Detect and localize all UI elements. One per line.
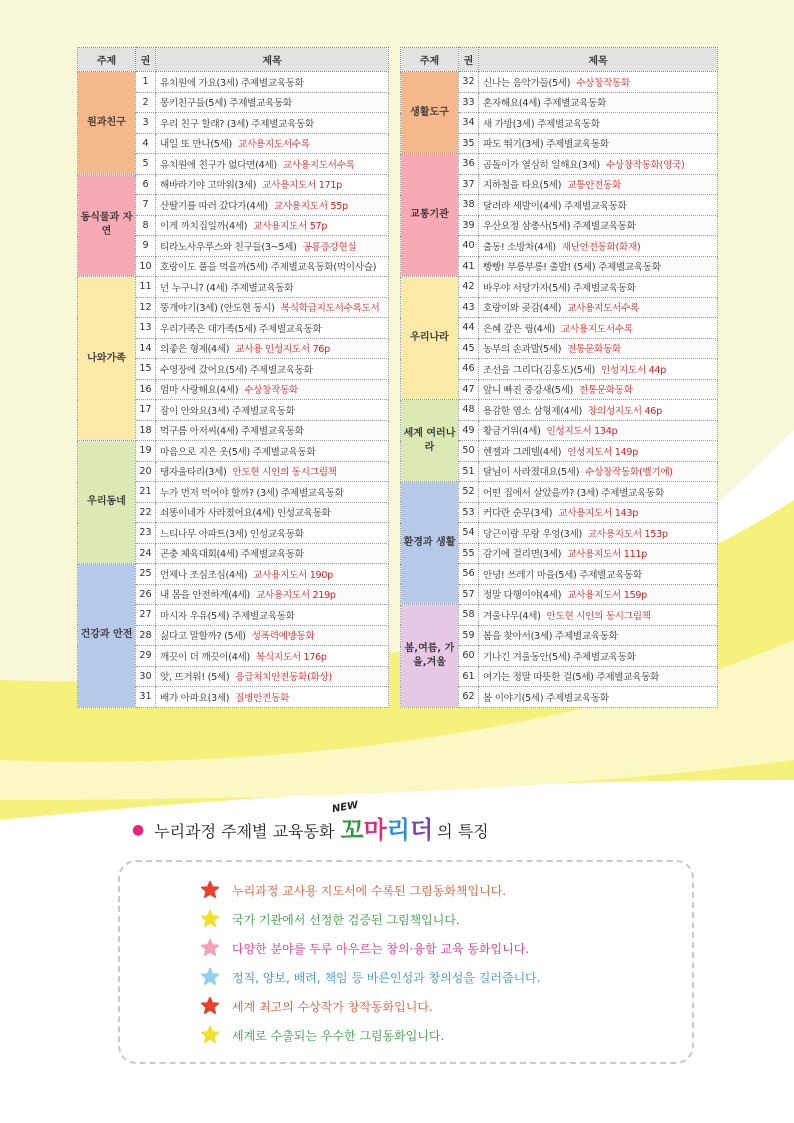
- volume-cell: 59: [459, 625, 479, 646]
- book-title: 우산요정 삼총사(5세) 주제별교육동화: [483, 221, 636, 233]
- book-title: 달려라 세발이(4세) 주제별교육동화: [483, 200, 627, 212]
- star-icon: [200, 909, 220, 929]
- book-note: 인성지도서 149p: [567, 446, 639, 458]
- title-cell: [156, 420, 389, 441]
- volume-cell: 27: [136, 605, 156, 626]
- volume-cell: 61: [459, 666, 479, 687]
- volume-cell: 20: [136, 461, 156, 482]
- book-title: 유치원에 친구가 없다면(4세): [160, 159, 277, 171]
- header-volume: 권: [459, 48, 479, 72]
- book-title: 바우야 서당가자(5세) 주제별교육동화: [483, 282, 636, 294]
- book-title: 정말 다행이야(4세): [483, 590, 562, 602]
- book-title: 호랑이도 풀을 먹을까(5세) 주제별교육동화(먹이사슬): [160, 262, 377, 274]
- feature-item: [200, 996, 433, 1016]
- book-title: 감기에 걸리면(3세): [483, 549, 562, 561]
- volume-cell: 43: [459, 297, 479, 318]
- volume-cell: 22: [136, 502, 156, 523]
- book-title: 우리 친구 할래? (3세) 주제별교육동화: [160, 118, 315, 130]
- feature-text: 세계로 수출되는 우수한 그림동화입니다.: [232, 1028, 445, 1043]
- features-heading: [132, 799, 489, 844]
- book-title: 이게 까치집일까(4세): [160, 221, 248, 233]
- volume-cell: 8: [136, 215, 156, 236]
- book-title: 헨젤과 그레텔(4세): [483, 446, 562, 458]
- title-cell: [156, 133, 389, 154]
- book-note: 교사용지도서 171p: [262, 180, 342, 192]
- volume-cell: 32: [459, 72, 479, 93]
- title-cell: [479, 92, 718, 113]
- features-lead: 누리과정 주제별 교육동화: [154, 821, 335, 841]
- book-title: 봄을 찾아서(3세) 주제별교육동화: [483, 631, 618, 643]
- volume-cell: 17: [136, 400, 156, 421]
- volume-cell: 6: [136, 174, 156, 195]
- book-title: 산딸기를 따러 갔다가(4세): [160, 200, 268, 212]
- book-title: 새 가방(3세) 주제별교육동화: [483, 118, 600, 130]
- title-cell: [479, 666, 718, 687]
- volume-cell: 48: [459, 400, 479, 421]
- title-cell: [479, 359, 718, 380]
- volume-cell: 41: [459, 256, 479, 277]
- volume-cell: 33: [459, 92, 479, 113]
- volume-cell: 14: [136, 338, 156, 359]
- volume-cell: 46: [459, 359, 479, 380]
- star-icon: [200, 1025, 220, 1045]
- book-title: 농부의 손과발(5세): [483, 344, 562, 356]
- volume-cell: 9: [136, 236, 156, 257]
- brand-char: 더: [409, 816, 434, 844]
- title-cell: [156, 277, 389, 298]
- volume-cell: 24: [136, 543, 156, 564]
- table-row: [401, 605, 718, 626]
- book-title: 출동! 소방차(4세): [483, 241, 556, 253]
- volume-cell: 60: [459, 646, 479, 667]
- book-title: 우리가족은 대가족(5세) 주제별교육동화: [160, 323, 322, 335]
- book-note: 교사용지도서 55p: [273, 200, 348, 212]
- book-note: 전통문화동화: [578, 385, 633, 397]
- title-cell: [479, 400, 718, 421]
- title-cell: [156, 256, 389, 277]
- volume-cell: 18: [136, 420, 156, 441]
- book-title: 배가 아파요(3세): [160, 692, 230, 704]
- book-title: 뚱개야기(3세) (안도현 동시): [160, 303, 275, 315]
- volume-cell: 57: [459, 584, 479, 605]
- volume-cell: 2: [136, 92, 156, 113]
- title-cell: [479, 502, 718, 523]
- book-title: 빵빵! 부릉부릉! 출발! (5세) 주제별교육동화: [483, 262, 661, 274]
- volume-cell: 35: [459, 133, 479, 154]
- title-cell: [156, 113, 389, 134]
- volume-cell: 16: [136, 379, 156, 400]
- title-cell: [156, 154, 389, 175]
- book-title: 신나는 음악가들(5세): [483, 77, 571, 89]
- brand-char: 리: [386, 816, 410, 844]
- title-cell: [156, 195, 389, 216]
- topic-cell: 나와가족: [78, 277, 136, 441]
- volume-cell: 45: [459, 338, 479, 359]
- volume-cell: 50: [459, 441, 479, 462]
- title-cell: [156, 359, 389, 380]
- book-title: 언제나 조심조심(4세): [160, 569, 248, 581]
- title-cell: [479, 215, 718, 236]
- topic-cell: 원과친구: [78, 72, 136, 175]
- book-note: 교사용지도서수록: [282, 159, 355, 171]
- book-note: 교사용지도서 111p: [567, 549, 647, 561]
- new-tag: NEW: [331, 799, 360, 816]
- topic-cell: 동식물과 자연: [78, 174, 136, 277]
- title-cell: [156, 318, 389, 339]
- star-icon: [200, 880, 220, 900]
- book-title: 달님이 사라졌대요(5세): [483, 467, 580, 479]
- book-note: 교사용지도서 219p: [255, 590, 336, 602]
- volume-cell: 52: [459, 482, 479, 503]
- book-note: 창의성지도서 46p: [587, 405, 662, 417]
- feature-item: [200, 938, 529, 958]
- feature-text: 다양한 분야를 두루 아우르는 창의·융합 교육 동화입니다.: [232, 941, 530, 956]
- title-cell: [479, 564, 718, 585]
- book-title: 마음으로 지은 옷(5세) 주제별교육동화: [160, 446, 316, 458]
- topic-cell: 우리동네: [78, 441, 136, 564]
- book-title: 겨울나무(4세): [483, 610, 541, 622]
- brand-char: 꼬: [340, 816, 364, 844]
- volume-cell: 62: [459, 687, 479, 708]
- book-title: 깨끗이 더 깨끗이(4세): [160, 651, 250, 663]
- title-cell: [479, 195, 718, 216]
- topic-cell: 세계 여러나라: [401, 400, 459, 482]
- volume-cell: 38: [459, 195, 479, 216]
- volume-cell: 26: [136, 584, 156, 605]
- book-title: 의좋은 형제(4세): [160, 344, 230, 356]
- title-cell: [156, 564, 389, 585]
- book-note: 인성지도서 44p: [601, 364, 667, 376]
- title-cell: [156, 72, 389, 93]
- book-note: 재난안전동화(화재): [561, 241, 641, 253]
- volume-cell: 40: [459, 236, 479, 257]
- volume-cell: 19: [136, 441, 156, 462]
- title-cell: [479, 523, 718, 544]
- title-cell: [156, 687, 389, 708]
- book-table-left: [77, 47, 389, 708]
- table-body-right: [401, 72, 718, 708]
- volume-cell: 15: [136, 359, 156, 380]
- table-row: [401, 154, 718, 175]
- star-icon: [200, 938, 220, 958]
- book-title: 엄마 사랑해요(4세): [160, 385, 239, 397]
- title-cell: [156, 461, 389, 482]
- title-cell: [156, 666, 389, 687]
- volume-cell: 31: [136, 687, 156, 708]
- title-cell: [156, 92, 389, 113]
- title-cell: [479, 297, 718, 318]
- book-title: 용감한 염소 삼형제(4세): [483, 405, 582, 417]
- title-cell: [479, 113, 718, 134]
- book-title: 지하철을 타요(5세): [483, 180, 562, 192]
- volume-cell: 39: [459, 215, 479, 236]
- table-row: [401, 482, 718, 503]
- title-cell: [479, 543, 718, 564]
- book-title: 곰돌이가 열심히 일해요(3세): [483, 159, 600, 171]
- volume-cell: 34: [459, 113, 479, 134]
- book-title: 여기는 정말 따뜻한 걸(5세) 주제별교육동화: [483, 672, 660, 684]
- title-cell: [479, 236, 718, 257]
- volume-cell: 28: [136, 625, 156, 646]
- book-title: 어떤 집에서 살았을까? (3세) 주제별교육동화: [483, 487, 664, 499]
- header-volume: 권: [136, 48, 156, 72]
- volume-cell: 5: [136, 154, 156, 175]
- title-cell: [156, 236, 389, 257]
- book-note: 복식학급지도서수록도서: [280, 303, 380, 315]
- volume-cell: 13: [136, 318, 156, 339]
- volume-cell: 55: [459, 543, 479, 564]
- volume-cell: 36: [459, 154, 479, 175]
- title-cell: [156, 605, 389, 626]
- book-title: 안녕! 쓰레기 마을(5세) 주제별교육동화: [483, 569, 642, 581]
- topic-cell: 교통기관: [401, 154, 459, 277]
- title-cell: [479, 154, 718, 175]
- book-note: 질병안전동화: [235, 692, 290, 704]
- book-title: 내 몸을 안전하게(4세): [160, 590, 250, 602]
- title-cell: [479, 584, 718, 605]
- book-title: 넌 누구니? (4세) 주제별교육동화: [160, 282, 294, 294]
- title-cell: [479, 646, 718, 667]
- feature-text: 세계 최고의 수상작가 창작동화입니다.: [232, 999, 433, 1014]
- title-cell: [156, 174, 389, 195]
- feature-text: 누리과정 교사용 지도서에 수록된 그림동화책입니다.: [232, 883, 507, 898]
- book-title: 몽키친구들(5세) 주제별교육동화: [160, 98, 293, 110]
- volume-cell: 54: [459, 523, 479, 544]
- book-title: 호랑이와 곶감(4세): [483, 303, 562, 315]
- book-note: 교통안전동화: [567, 180, 622, 192]
- book-title: 쇠똥이네가 사라졌어요(4세) 인성교육동화: [160, 508, 331, 520]
- title-cell: [156, 379, 389, 400]
- volume-cell: 44: [459, 318, 479, 339]
- volume-cell: 21: [136, 482, 156, 503]
- brand-logo: [331, 799, 434, 844]
- book-title: 은혜 갚은 꿩(4세): [483, 323, 555, 335]
- title-cell: [479, 256, 718, 277]
- title-cell: [156, 543, 389, 564]
- feature-item: [200, 967, 541, 987]
- title-cell: [479, 605, 718, 626]
- book-title: 마시자 우유(5세) 주제별교육동화: [160, 610, 295, 622]
- header-title: 제목: [479, 48, 718, 72]
- book-title: 느티나무 아파트(3세) 인성교육동화: [160, 528, 304, 540]
- title-cell: [479, 687, 718, 708]
- title-cell: [479, 441, 718, 462]
- title-cell: [479, 133, 718, 154]
- volume-cell: 1: [136, 72, 156, 93]
- book-note: 교사용 인성지도서 76p: [235, 344, 330, 356]
- book-note: 수상창작동화: [576, 77, 630, 89]
- table-row: [78, 174, 389, 195]
- title-cell: [156, 502, 389, 523]
- book-title: 혼자해요(4세) 주제별교육동화: [483, 98, 607, 110]
- book-note: 수상창작동화: [244, 385, 299, 397]
- bullet-dot-icon: ●: [132, 822, 145, 838]
- book-title: 탱자울타리(3세): [160, 467, 227, 479]
- feature-text: 정직, 양보, 배려, 책임 등 바른인성과 창의성을 길러줍니다.: [232, 970, 541, 985]
- volume-cell: 7: [136, 195, 156, 216]
- table-row: [78, 277, 389, 298]
- title-cell: [156, 338, 389, 359]
- table-body-left: [78, 72, 389, 708]
- book-note: 응급처치안전동화(화상): [235, 672, 332, 684]
- book-title: 누가 먼저 먹어야 할까? (3세) 주제별교육동화: [160, 487, 344, 499]
- title-cell: [156, 297, 389, 318]
- book-title: 당근이랑 무랑 우엉(3세): [483, 528, 582, 540]
- topic-cell: 우리나라: [401, 277, 459, 400]
- star-icon: [200, 967, 220, 987]
- table-row: [401, 277, 718, 298]
- header-title: 제목: [156, 48, 389, 72]
- book-note: 안도현 시인의 동시그림책: [546, 610, 651, 622]
- book-note: 공룡증강현실: [302, 241, 357, 253]
- book-note: 안도현 시인의 동시그림책: [232, 467, 337, 479]
- book-title: 황금거위(4세): [483, 426, 541, 438]
- book-title: 싫다고 말할까? (5세): [160, 631, 246, 643]
- title-cell: [479, 318, 718, 339]
- volume-cell: 30: [136, 666, 156, 687]
- book-title: 봄 이야기(5세) 주제별교육동화: [483, 692, 609, 704]
- book-title: 내일 또 만나(5세): [160, 139, 232, 151]
- book-note: 교사용지도서수록: [238, 139, 310, 151]
- book-note: 교사용지도서 143p: [558, 508, 639, 520]
- book-table-right: [400, 47, 718, 708]
- features-box: [118, 860, 694, 1064]
- features-tail: 의 특징: [437, 821, 489, 841]
- table-row: [401, 72, 718, 93]
- feature-item: [200, 909, 460, 929]
- book-title: 먹구름 아저씨(4세) 주제별교육동화: [160, 426, 304, 438]
- book-note: 교사용지도서 190p: [253, 569, 333, 581]
- table-row: [78, 72, 389, 93]
- volume-cell: 37: [459, 174, 479, 195]
- volume-cell: 49: [459, 420, 479, 441]
- book-title: 해바라기야 고마워(3세): [160, 180, 257, 192]
- book-title: 수영장에 갔어요(5세) 주제별교육동화: [160, 364, 313, 376]
- title-cell: [156, 584, 389, 605]
- title-cell: [156, 523, 389, 544]
- table-row: [78, 441, 389, 462]
- volume-cell: 42: [459, 277, 479, 298]
- volume-cell: 29: [136, 646, 156, 667]
- title-cell: [479, 379, 718, 400]
- title-cell: [479, 482, 718, 503]
- title-cell: [156, 625, 389, 646]
- volume-cell: 4: [136, 133, 156, 154]
- book-title: 잠이 안와요(3세) 주제별교육동화: [160, 405, 295, 417]
- volume-cell: 25: [136, 564, 156, 585]
- table-row: [78, 564, 389, 585]
- topic-cell: 환경과 생활: [401, 482, 459, 605]
- feature-text: 국가 기관에서 선정한 검증된 그림책입니다.: [232, 912, 460, 927]
- star-icon: [200, 996, 220, 1016]
- volume-cell: 23: [136, 523, 156, 544]
- book-note: 전통문화동화: [567, 344, 622, 356]
- volume-cell: 56: [459, 564, 479, 585]
- topic-cell: 건강과 안전: [78, 564, 136, 708]
- book-title: 커다란 순무(3세): [483, 508, 553, 520]
- brand-char: 마: [363, 816, 387, 844]
- volume-cell: 10: [136, 256, 156, 277]
- book-title: 기나긴 겨울동안(5세) 주제별교육동화: [483, 651, 636, 663]
- topic-cell: 생활도구: [401, 72, 459, 154]
- book-title: 조선을 그리다(김홍도)(5세): [483, 364, 596, 376]
- book-note: 성폭력예방동화: [251, 631, 315, 643]
- title-cell: [479, 420, 718, 441]
- feature-item: [200, 1025, 444, 1045]
- title-cell: [479, 277, 718, 298]
- title-cell: [156, 400, 389, 421]
- book-title: 유치원에 가요(3세) 주제별교육동화: [160, 77, 304, 89]
- book-note: 인성지도서 134p: [546, 426, 618, 438]
- title-cell: [479, 338, 718, 359]
- feature-item: [200, 880, 506, 900]
- book-note: 교사용지도서수록: [567, 303, 639, 315]
- title-cell: [479, 174, 718, 195]
- book-title: 앞니 빠진 중강새(5세): [483, 385, 573, 397]
- header-topic: 주제: [401, 48, 459, 72]
- book-note: 수상창작동화(영국): [605, 159, 685, 171]
- title-cell: [156, 482, 389, 503]
- title-cell: [156, 646, 389, 667]
- volume-cell: 47: [459, 379, 479, 400]
- volume-cell: 11: [136, 277, 156, 298]
- book-title: 티라노사우루스와 친구들(3~5세): [160, 241, 297, 253]
- volume-cell: 3: [136, 113, 156, 134]
- topic-cell: 봄,여름, 가을,겨울: [401, 605, 459, 708]
- volume-cell: 58: [459, 605, 479, 626]
- title-cell: [479, 461, 718, 482]
- book-note: 교사용지도서 57p: [253, 221, 328, 233]
- title-cell: [156, 215, 389, 236]
- book-note: 수상창작동화(벨기에): [585, 467, 673, 479]
- volume-cell: 53: [459, 502, 479, 523]
- volume-cell: 12: [136, 297, 156, 318]
- title-cell: [156, 441, 389, 462]
- header-topic: 주제: [78, 48, 136, 72]
- book-title: 파도 뛰기(3세) 주제별교육동화: [483, 139, 609, 151]
- book-note: 복식지도서 176p: [255, 651, 327, 663]
- title-cell: [479, 625, 718, 646]
- book-title: 앗, 뜨거워! (5세): [160, 672, 230, 684]
- book-note: 교사용지도서 159p: [567, 590, 647, 602]
- book-note: 교사용지도서 153p: [587, 528, 668, 540]
- volume-cell: 51: [459, 461, 479, 482]
- book-note: 교사용지도서수록: [561, 323, 633, 335]
- title-cell: [479, 72, 718, 93]
- table-row: [401, 400, 718, 421]
- book-title: 곤충 체육대회(4세) 주제별교육동화: [160, 549, 304, 561]
